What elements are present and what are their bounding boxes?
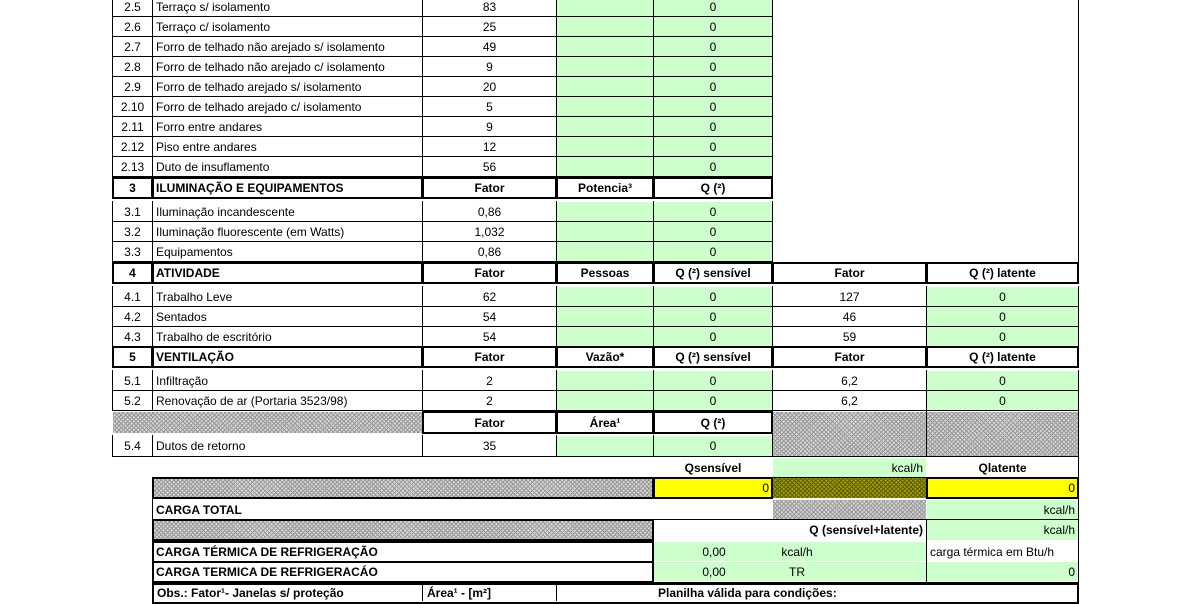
vazao-input[interactable] xyxy=(557,371,653,390)
row-q: 0 xyxy=(654,17,772,36)
potencia-input[interactable] xyxy=(557,222,653,241)
area-note: Área¹ - [m²] xyxy=(427,586,492,600)
row-label: Terraço s/ isolamento xyxy=(156,0,271,14)
row-q-latente: 0 xyxy=(927,287,1078,306)
header-fator: Fator xyxy=(474,415,505,430)
row-code: 4.2 xyxy=(124,309,141,324)
row-fator-latente: 6,2 xyxy=(841,373,858,388)
row-q: 0 xyxy=(654,222,772,241)
row-code: 2.10 xyxy=(120,99,145,114)
potencia-input[interactable] xyxy=(557,242,653,261)
row-q: 0 xyxy=(654,117,772,136)
row-fator-latente: 127 xyxy=(839,289,860,304)
qlatente-value: 0 xyxy=(927,478,1078,498)
hatched-cell xyxy=(927,412,1078,456)
vazao-input[interactable] xyxy=(557,391,653,410)
header-area: Área¹ xyxy=(589,415,621,430)
section-title: ATIVIDADE xyxy=(156,266,220,280)
qsensivel-value: 0 xyxy=(654,478,772,498)
row-label: Duto de insuflamento xyxy=(156,159,270,174)
row-fator: 62 xyxy=(482,289,497,304)
row-code: 3.3 xyxy=(124,244,141,259)
row-q-sensivel: 0 xyxy=(654,287,772,306)
hatched-cell xyxy=(773,478,926,498)
row-code: 2.7 xyxy=(124,39,141,54)
row-label: Sentados xyxy=(156,309,207,324)
row-label: Trabalho de escritório xyxy=(156,329,272,344)
row-label: Equipamentos xyxy=(156,244,233,259)
header-q-latente: Q (²) latente xyxy=(969,266,1036,280)
crt-kcal-unit: kcal/h xyxy=(781,544,813,559)
row-fator: 49 xyxy=(482,39,497,54)
row-code: 2.12 xyxy=(120,139,145,154)
row-label: Iluminação fluorescente (em Watts) xyxy=(156,224,345,239)
row-q: 0 xyxy=(654,37,772,56)
area-input[interactable] xyxy=(557,97,653,116)
row-label: Terraço c/ isolamento xyxy=(156,19,271,34)
row-label: Dutos de retorno xyxy=(156,439,246,453)
q-sum-unit: kcal/h xyxy=(927,520,1078,540)
header-fator: Fator xyxy=(474,350,505,364)
row-label: Renovação de ar (Portaria 3523/98) xyxy=(156,393,348,408)
row-label: Infiltração xyxy=(156,373,209,388)
potencia-input[interactable] xyxy=(557,202,653,221)
row-q-sensivel: 0 xyxy=(654,391,772,410)
crt-tr-unit: TR xyxy=(789,564,805,579)
row-fator-latente: 6,2 xyxy=(841,393,858,408)
row-fator-latente: 59 xyxy=(842,329,857,344)
row-q-sensivel: 0 xyxy=(654,371,772,390)
row-code: 5.4 xyxy=(124,439,141,453)
row-code: 5.2 xyxy=(124,393,141,408)
row-code: 2.11 xyxy=(121,119,144,134)
row-label: Forro de telhado não arejado s/ isolamento xyxy=(156,39,385,54)
row-label: Piso entre andares xyxy=(156,139,257,154)
row-q-latente: 0 xyxy=(927,391,1078,410)
row-label: Trabalho Leve xyxy=(156,289,233,304)
header-q: Q (²) xyxy=(700,415,726,430)
row-fator: 20 xyxy=(482,79,497,94)
row-q-latente: 0 xyxy=(927,371,1078,390)
header-input: Vazão* xyxy=(585,350,625,364)
area-input[interactable] xyxy=(557,57,653,76)
qsensivel-label: Qsensível xyxy=(684,460,742,475)
btu-value: 0 xyxy=(927,562,1078,581)
header-q: Q (²) xyxy=(700,181,726,195)
btu-label: carga térmica em Btu/h xyxy=(930,544,1055,559)
header-fator-latente: Fator xyxy=(834,266,865,280)
row-q: 0 xyxy=(654,97,772,116)
row-fator: 83 xyxy=(482,0,497,14)
area-input[interactable] xyxy=(557,157,653,176)
row-fator-latente: 46 xyxy=(842,309,857,324)
obs-note: Obs.: Fator¹- Janelas s/ proteção xyxy=(157,586,344,600)
row-label: Forro de telhado arejado s/ isolamento xyxy=(156,79,362,94)
header-fator: Fator xyxy=(474,266,505,280)
row-q: 0 xyxy=(654,242,772,261)
section-number: 3 xyxy=(129,181,136,195)
crt-tr-value: 0,00 xyxy=(702,564,726,579)
row-code: 4.1 xyxy=(124,289,141,304)
row-fator: 2 xyxy=(486,373,493,388)
row-code: 2.5 xyxy=(124,0,141,14)
row-q: 0 xyxy=(654,202,772,221)
row-fator: 35 xyxy=(482,439,497,453)
section-number: 4 xyxy=(129,266,136,280)
area-input[interactable] xyxy=(557,37,653,56)
row-label: Forro de telhado não arejado c/ isolamento xyxy=(156,59,385,74)
row-fator: 0,86 xyxy=(477,244,502,259)
header-fator: Fator xyxy=(474,181,505,195)
header-input: Pessoas xyxy=(580,266,630,280)
row-q-latente: 0 xyxy=(927,307,1078,326)
hatched-cell xyxy=(773,500,926,519)
row-code: 5.1 xyxy=(124,373,141,388)
header-q-sensivel: Q (²) sensível xyxy=(675,266,751,280)
row-code: 2.9 xyxy=(124,79,141,94)
row-code: 2.6 xyxy=(124,19,141,34)
row-label: Forro entre andares xyxy=(156,119,263,134)
area-input[interactable] xyxy=(557,17,653,36)
qsensivel-unit: kcal/h xyxy=(773,458,926,477)
header-fator-latente: Fator xyxy=(834,350,865,364)
row-fator: 9 xyxy=(486,59,493,74)
pessoas-input[interactable] xyxy=(557,327,653,346)
carga-total-label: CARGA TOTAL xyxy=(156,502,242,517)
hatched-cell xyxy=(113,412,422,433)
row-label: Forro de telhado arejado c/ isolamento xyxy=(156,99,362,114)
section-title: ILUMINAÇÃO E EQUIPAMENTOS xyxy=(156,181,344,195)
row-fator: 12 xyxy=(482,139,497,154)
crt-tr-label: CARGA TERMICA DE REFRIGERACÁO xyxy=(156,564,378,579)
row-fator: 9 xyxy=(486,119,493,134)
row-fator: 0,86 xyxy=(477,204,502,219)
area-input[interactable] xyxy=(557,77,653,96)
row-code: 4.3 xyxy=(124,329,141,344)
area-input[interactable] xyxy=(557,117,653,136)
row-q: 0 xyxy=(654,436,772,456)
row-fator: 54 xyxy=(482,329,497,344)
crt-kcal-value: 0,00 xyxy=(702,544,726,559)
row-label: Iluminação incandescente xyxy=(156,204,295,219)
qlatente-label: Qlatente xyxy=(978,460,1027,475)
hatched-cell xyxy=(773,412,926,456)
q-sum-label: Q (sensível+latente) xyxy=(809,523,923,537)
section-title: VENTILAÇÃO xyxy=(156,350,234,364)
row-code: 3.1 xyxy=(124,204,141,219)
row-q: 0 xyxy=(654,57,772,76)
row-fator: 2 xyxy=(486,393,493,408)
pessoas-input[interactable] xyxy=(557,307,653,326)
header-q-latente: Q (²) latente xyxy=(969,350,1036,364)
row-fator: 56 xyxy=(482,159,497,174)
row-q: 0 xyxy=(654,137,772,156)
row-fator: 25 xyxy=(482,19,497,34)
row-q: 0 xyxy=(654,0,772,16)
area-input[interactable] xyxy=(557,0,653,16)
area-input[interactable] xyxy=(557,137,653,156)
row-code: 2.8 xyxy=(124,59,141,74)
valid-conditions-note: Planilha válida para condições: xyxy=(658,586,837,600)
carga-total-unit: kcal/h xyxy=(927,500,1078,519)
header-q-sensivel: Q (²) sensível xyxy=(675,350,751,364)
row-fator: 5 xyxy=(486,99,493,114)
row-q-sensivel: 0 xyxy=(654,327,772,346)
area-input[interactable] xyxy=(557,436,653,456)
section-number: 5 xyxy=(129,350,136,364)
row-q: 0 xyxy=(654,157,772,176)
header-input: Potencia³ xyxy=(577,181,632,195)
row-q-sensivel: 0 xyxy=(654,307,772,326)
row-fator: 54 xyxy=(482,309,497,324)
row-q-latente: 0 xyxy=(927,327,1078,346)
row-code: 2.13 xyxy=(120,159,145,174)
pessoas-input[interactable] xyxy=(557,287,653,306)
row-code: 3.2 xyxy=(124,224,141,239)
crt-kcal-label: CARGA TÉRMICA DE REFRIGERAÇÃO xyxy=(156,544,378,559)
row-q: 0 xyxy=(654,77,772,96)
row-fator: 1,032 xyxy=(474,224,505,239)
